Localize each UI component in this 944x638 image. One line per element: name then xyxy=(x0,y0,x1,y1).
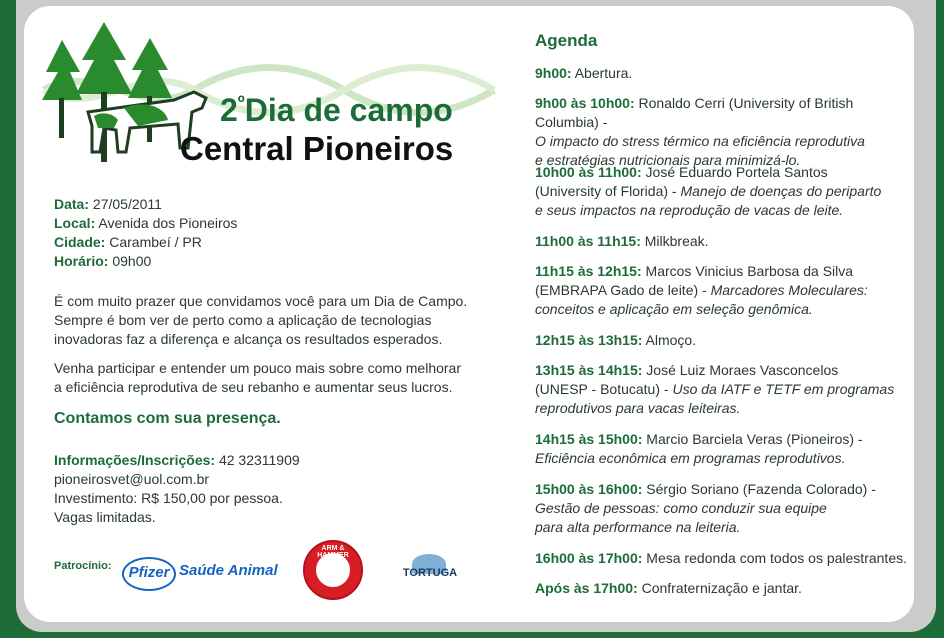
agenda-item xyxy=(535,361,920,418)
pfizer-logo: Pfizer xyxy=(122,557,176,591)
tree-icon xyxy=(42,22,172,100)
agenda-item xyxy=(535,232,920,251)
event-date: Data: 27/05/2011 xyxy=(54,196,162,212)
agenda-speaker: (University of Florida) - xyxy=(535,183,677,199)
agenda-line xyxy=(535,64,920,83)
agenda-time: Após às 17h00: xyxy=(535,580,638,596)
agenda-time: 11h00 às 11h15: xyxy=(535,233,641,249)
agenda-time: 9h00: xyxy=(535,65,572,81)
agenda-line xyxy=(535,201,920,220)
investment-text: Investimento: R$ 150,00 por pessoa. xyxy=(54,490,283,506)
agenda-item xyxy=(535,480,920,537)
agenda-time: 15h00 às 16h00: xyxy=(535,481,643,497)
agenda-line xyxy=(535,380,920,399)
agenda-topic: conceitos e aplicação em seleção genômica. xyxy=(535,301,813,317)
event-time: Horário: 09h00 xyxy=(54,253,152,269)
invite-paragraph-1: É com muito prazer que convidamos você para um Dia de Campo. Sempre é bom ver de perto como a aplicação de tecnologias inovadoras faz a diferença e alcança os resultados esperados. xyxy=(54,293,468,347)
agenda-speaker: Mesa redonda com todos os palestrantes. xyxy=(646,550,907,566)
agenda-item xyxy=(535,331,920,350)
agenda-topic: O impacto do stress térmico na eficiência reprodutiva xyxy=(535,133,865,149)
agenda-time: 16h00 às 17h00: xyxy=(535,550,643,566)
agenda-time: 12h15 às 13h15: xyxy=(535,332,643,348)
armhammer-logo-text: ARM & HAMMER xyxy=(317,545,349,559)
agenda-speaker: Ronaldo Cerri (University of British Columbia) - xyxy=(535,95,854,130)
agenda-time: 10h00 às 11h00: xyxy=(535,164,642,180)
agenda-speaker: Sérgio Soriano (Fazenda Colorado) - xyxy=(646,481,876,497)
agenda-line xyxy=(535,480,920,499)
agenda-speaker: José Luiz Moraes Vasconcelos xyxy=(646,362,839,378)
agenda-topic-prefix: e xyxy=(535,202,547,218)
agenda-line xyxy=(535,331,920,350)
agenda-topic: Marcadores Moleculares: xyxy=(710,282,868,298)
agenda-item xyxy=(535,579,920,598)
agenda-time: 14h15 às 15h00: xyxy=(535,431,643,447)
title-line1: $2^ºDia$ de campo xyxy=(220,92,453,128)
agenda-line xyxy=(535,499,920,518)
agenda-line xyxy=(535,94,920,132)
event-city: Cidade: Carambeí / PR xyxy=(54,234,202,250)
agenda-speaker: Abertura. xyxy=(574,65,633,81)
agenda-line xyxy=(535,518,920,537)
agenda-topic: Manejo de doenças do periparto xyxy=(680,183,882,199)
agenda-line xyxy=(535,232,920,251)
invite-paragraph-2: Venha participar e entender um pouco mais sobre como melhorar a eficiência reprodutiva de seu rebanho e aumentar seus lucros. xyxy=(54,360,461,395)
agenda-title: Agenda xyxy=(535,31,598,50)
agenda-topic: Gestão de pessoas: como conduzir sua equipe xyxy=(535,500,827,516)
agenda-speaker: Confraternização e jantar. xyxy=(641,580,802,596)
agenda-line xyxy=(535,549,920,568)
agenda-speaker: (UNESP - Botucatu) - xyxy=(535,381,669,397)
agenda-line xyxy=(535,449,920,468)
agenda-topic: para alta performance na leiteria. xyxy=(535,519,741,535)
agenda-time: 11h15 às 12h15: xyxy=(535,263,642,279)
agenda-item xyxy=(535,64,920,83)
sponsors-label: Patrocínio: xyxy=(54,560,112,572)
agenda-topic: seus impactos na reprodução de vacas de leite. xyxy=(546,202,844,218)
agenda-line xyxy=(535,399,920,418)
armhammer-logo xyxy=(303,540,363,600)
agenda-line xyxy=(535,163,920,182)
agenda-line xyxy=(535,579,920,598)
agenda-speaker: (EMBRAPA Gado de leite) - xyxy=(535,282,707,298)
contact-email[interactable]: pioneirosvet@uol.com.br xyxy=(54,471,210,487)
event-place: Local: Avenida dos Pioneiros xyxy=(54,215,238,231)
agenda-line xyxy=(535,281,920,300)
agenda-line xyxy=(535,262,920,281)
agenda-line xyxy=(535,300,920,319)
agenda-topic: e estratégias nutricionais para minimizá-lo. xyxy=(535,152,801,168)
agenda-line xyxy=(535,182,920,201)
limited-text: Vagas limitadas. xyxy=(54,509,156,525)
agenda-speaker: Almoço. xyxy=(645,332,697,348)
tortuga-logo-text: TORTUGA xyxy=(402,567,458,579)
agenda-speaker: Marcio Barciela Veras (Pioneiros) - xyxy=(646,431,863,447)
agenda-line xyxy=(535,361,920,380)
agenda-item xyxy=(535,262,920,319)
closing-text: Contamos com sua presença. xyxy=(54,410,281,427)
agenda-time: 13h15 às 14h15: xyxy=(535,362,643,378)
agenda-item xyxy=(535,94,920,170)
agenda-line xyxy=(535,132,920,151)
agenda-topic: Eficiência econômica em programas reprodutivos. xyxy=(535,450,846,466)
contact-info: Informações/Inscrições: 42 32311909 xyxy=(54,452,300,468)
agenda-topic: reprodutivos para vacas leiteiras. xyxy=(535,400,741,416)
tortuga-logo xyxy=(398,554,462,588)
agenda-item xyxy=(535,430,920,468)
title-line2: Central Pioneiros xyxy=(180,130,454,167)
pfizer-subtitle: Saúde Animal xyxy=(179,562,278,579)
agenda-time: 9h00 às 10h00: xyxy=(535,95,635,111)
agenda-speaker: Milkbreak. xyxy=(644,233,709,249)
agenda-speaker: Marcos Vinicius Barbosa da Silva xyxy=(645,263,854,279)
agenda-item xyxy=(535,549,920,568)
agenda-speaker: José Eduardo Portela Santos xyxy=(645,164,828,180)
agenda-line xyxy=(535,430,920,449)
agenda-item xyxy=(535,163,920,220)
agenda-topic: Uso da IATF e TETF em programas xyxy=(672,381,895,397)
